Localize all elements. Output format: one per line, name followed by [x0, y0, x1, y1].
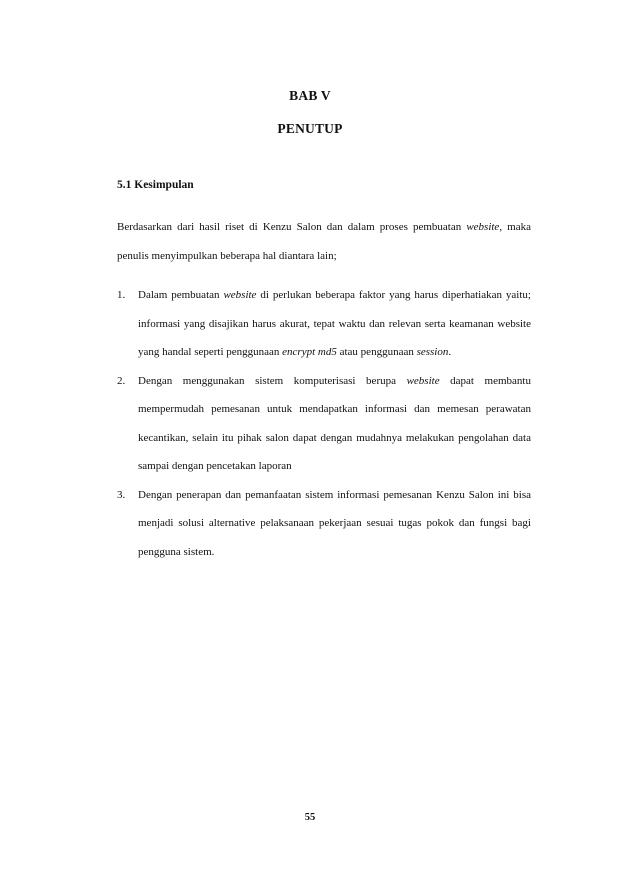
intro-text: Berdasarkan dari hasil riset di Kenzu Salon dan dalam proses pembuatan — [117, 221, 467, 233]
section-heading: 5.1 Kesimpulan — [117, 179, 194, 191]
list-item-number: 1. — [117, 289, 126, 301]
list-item — [117, 481, 531, 567]
list-item-text: Dalam pembuatan — [138, 289, 224, 301]
intro-paragraph — [117, 213, 531, 270]
list-item-italic: session — [416, 346, 449, 358]
intro-italic-website: website — [466, 221, 500, 233]
list-item-italic: encrypt md5 — [282, 346, 337, 358]
list-item-text: di perlukan beberapa faktor yang harus diperhatiakan yaitu; informasi yang disajikan harus akurat, tepat waktu dan relevan serta keamanan website yang handal seperti penggunaan — [138, 289, 531, 358]
list-item — [117, 281, 531, 367]
list-item-number: 2. — [117, 374, 126, 387]
chapter-number: BAB V — [289, 88, 331, 103]
list-item-number: 3. — [117, 488, 126, 501]
list-item-text: Dengan menggunakan sistem komputerisasi berupa — [138, 374, 407, 387]
list-item-italic: website — [223, 289, 257, 301]
list-item-text: Dengan penerapan dan pemanfaatan sistem informasi pemesanan Kenzu Salon ini bisa menjadi solusi alternative pelaksanaan pekerjaan sesuai tugas pokok dan fungsi bagi pengguna sistem. — [138, 488, 531, 558]
chapter-title: PENUTUP — [277, 121, 343, 136]
list-item-italic: website — [406, 374, 440, 387]
list-item-text: dapat membantu mempermudah pemesanan untuk mendapatkan informasi dan memesan perawatan kecantikan, selain itu pihak salon dapat dengan mudahnya melakukan pengolahan data sampai dengan pencetakan laporan — [138, 374, 531, 472]
page-number: 55 — [304, 812, 316, 823]
list-item — [117, 367, 531, 481]
list-item-text: . — [448, 346, 452, 358]
intro-text-end: , maka penulis menyimpulkan beberapa hal diantara lain; — [117, 221, 531, 262]
list-item-text: atau penggunaan — [336, 346, 417, 358]
conclusion-list — [117, 281, 531, 566]
